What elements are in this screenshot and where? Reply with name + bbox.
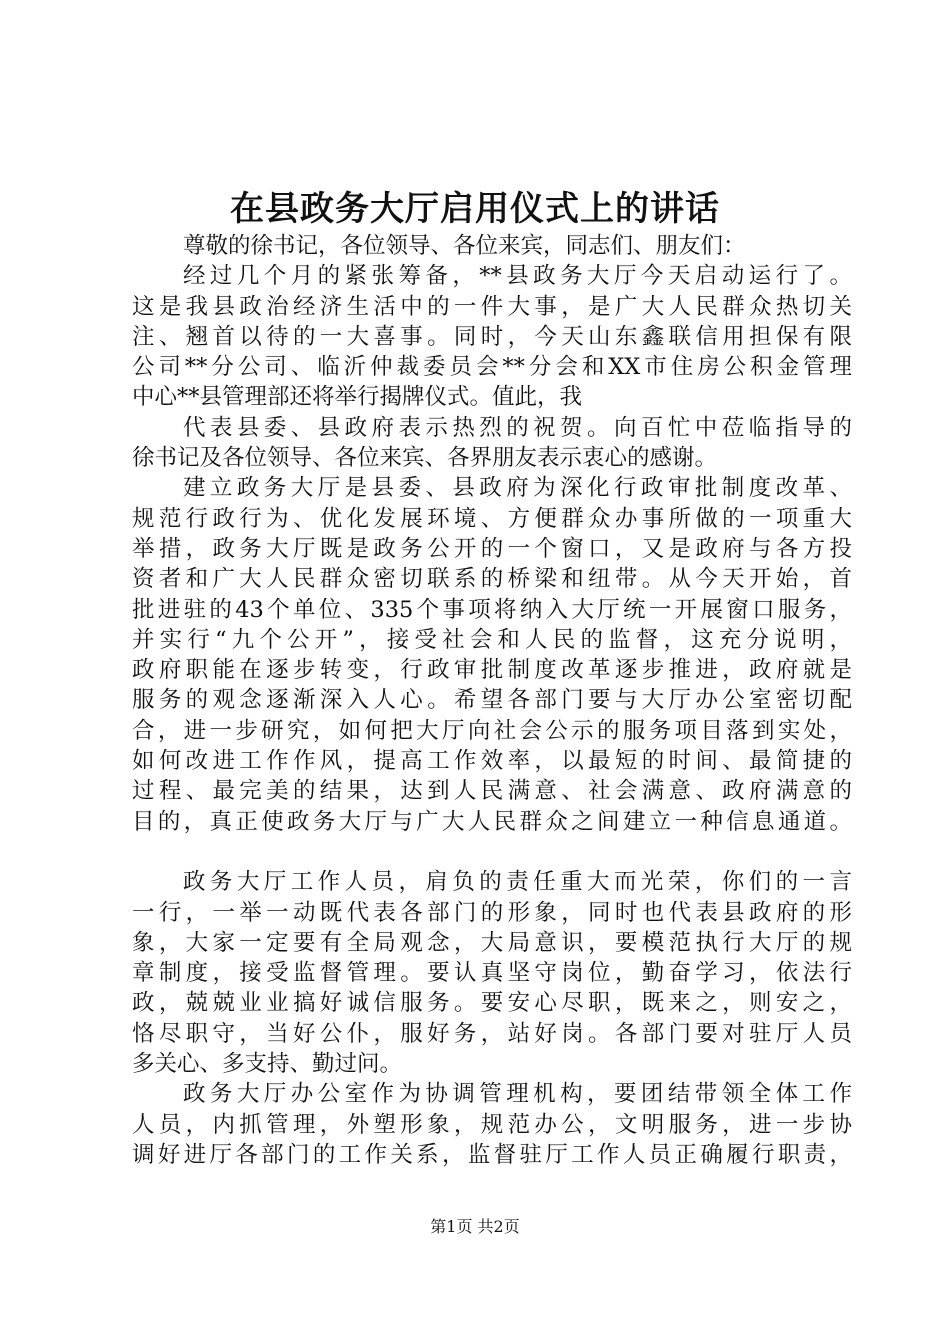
paragraph-line: 资者和广大人民群众密切联系的桥梁和纽带。从今天开始，首 [132, 566, 852, 593]
paragraph-line: 象，大家一定要有全局观念，大局意识，要模范执行大厅的规 [132, 929, 852, 956]
paragraph-line: 建立政务大厅是县委、县政府为深化行政审批制度改革、 [183, 475, 852, 502]
paragraph-line: 政务大厅工作人员，肩负的责任重大而光荣，你们的一言 [183, 869, 852, 896]
paragraph-line: 人员，内抓管理，外塑形象，规范办公，文明服务，进一步协 [132, 1111, 852, 1138]
paragraph-line: 代表县委、县政府表示热烈的祝贺。向百忙中莅临指导的 [183, 414, 852, 441]
paragraph-line: 并实行“九个公开”，接受社会和人民的监督，这充分说明， [132, 626, 852, 653]
paragraph-line: 如何改进工作作风，提高工作效率，以最短的时间、最简捷的 [132, 748, 852, 775]
salutation-line: 尊敬的徐书记，各位领导、各位来宾，同志们、朋友们： [183, 233, 746, 259]
paragraph-line: 举措，政务大厅既是政务公开的一个窗口，又是政府与各方投 [132, 535, 852, 562]
paragraph-line: 中心**县管理部还将举行揭牌仪式。值此，我 [132, 384, 583, 411]
paragraph-line: 目的，真正使政务大厅与广大人民群众之间建立一种信息通道。 [132, 808, 852, 835]
paragraph-line: 合，进一步研究，如何把大厅向社会公示的服务项目落到实处， [132, 717, 852, 744]
paragraph-gap [132, 837, 852, 867]
paragraph-line: 批进驻的43个单位、335个事项将纳入大厅统一开展窗口服务， [132, 596, 852, 623]
paragraph-line: 服务的观念逐渐深入人心。希望各部门要与大厅办公室密切配 [132, 687, 852, 714]
paragraph-line: 政府职能在逐步转变，行政审批制度改革逐步推进，政府就是 [132, 657, 852, 684]
paragraph-line: 这是我县政治经济生活中的一件大事，是广大人民群众热切关 [132, 293, 852, 320]
paragraph-line: 一行，一举一动既代表各部门的形象，同时也代表县政府的形 [132, 899, 852, 926]
paragraph-line: 政，兢兢业业搞好诚信服务。要安心尽职，既来之，则安之， [132, 990, 852, 1017]
paragraph-line: 多关心、多支持、勤过问。 [132, 1051, 403, 1078]
paragraph-line: 政务大厅办公室作为协调管理机构，要团结带领全体工作 [183, 1081, 852, 1108]
document-title: 在县政务大厅启用仪式上的讲话 [230, 189, 720, 229]
document-body [132, 231, 852, 1170]
paragraph-line: 徐书记及各位领导、各位来宾、各界朋友表示衷心的感谢。 [132, 445, 718, 472]
paragraph-line: 过程、最完美的结果，达到人民满意、社会满意、政府满意的 [132, 778, 852, 805]
paragraph-line: 规范行政行为、优化发展环境、方便群众办事所做的一项重大 [132, 505, 852, 532]
paragraph-line: 恪尽职守，当好公仆，服好务，站好岗。各部门要对驻厅人员 [132, 1020, 852, 1047]
paragraph-line: 章制度，接受监督管理。要认真坚守岗位，勤奋学习，依法行 [132, 960, 852, 987]
paragraph-line: 调好进厅各部门的工作关系，监督驻厅工作人员正确履行职责， [132, 1141, 852, 1168]
paragraph-line: 经过几个月的紧张筹备，**县政务大厅今天启动运行了。 [183, 263, 852, 290]
paragraph-line: 注、翘首以待的一大喜事。同时，今天山东鑫联信用担保有限 [132, 323, 852, 350]
paragraph-line: 公司**分公司、临沂仲裁委员会**分会和XX市住房公积金管理 [132, 354, 852, 381]
page-footer: 第1页 共2页 [430, 1217, 520, 1236]
